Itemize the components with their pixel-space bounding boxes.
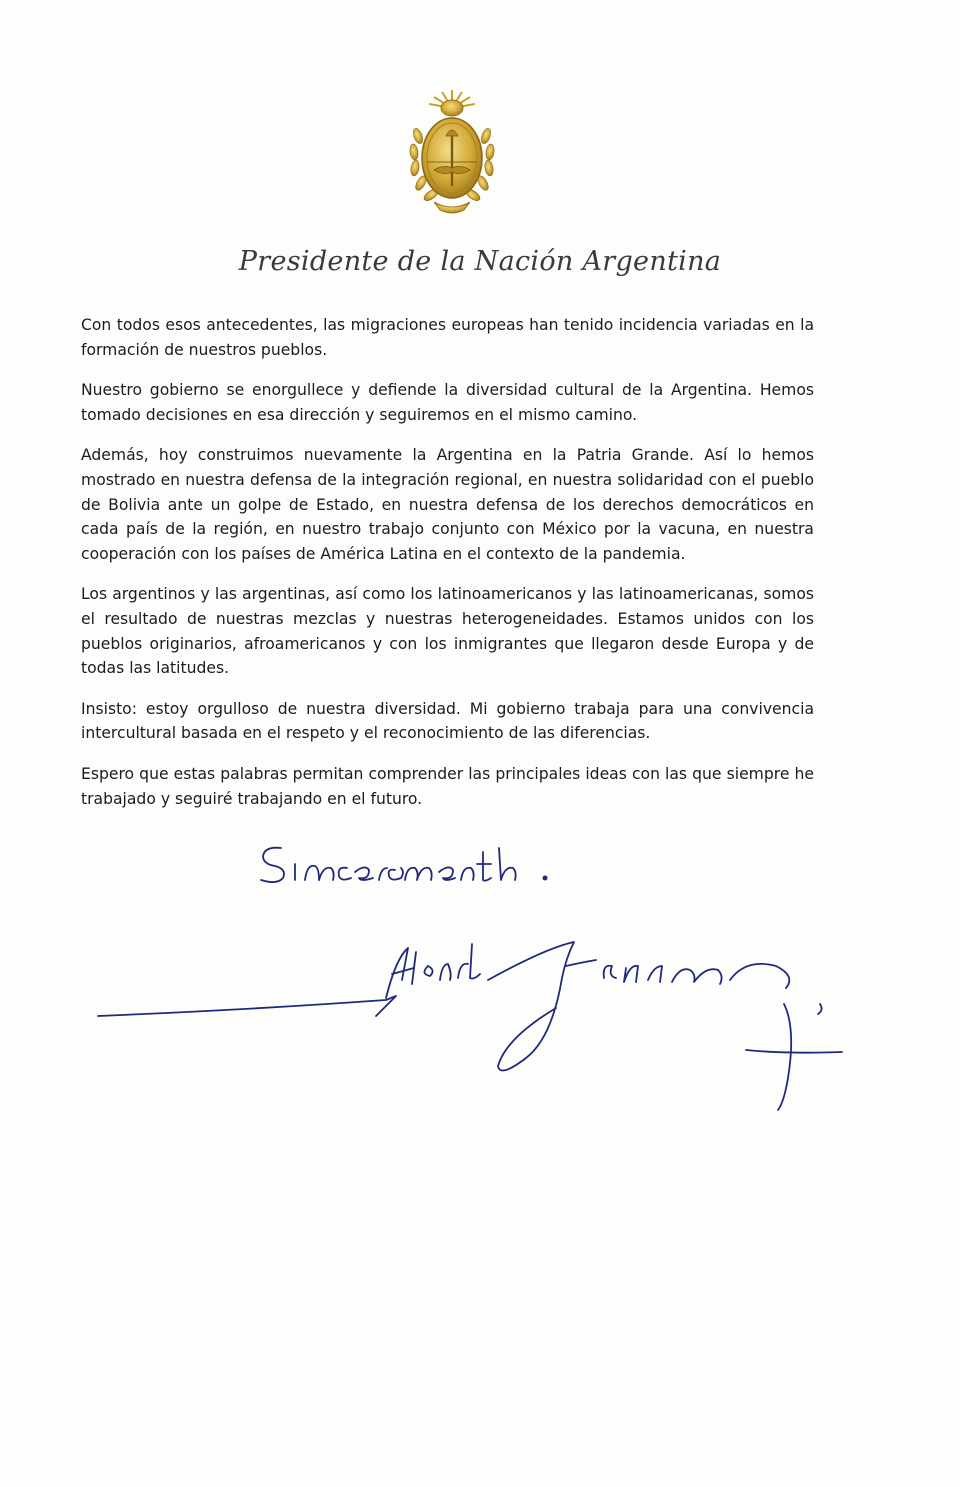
paragraph: Los argentinos y las argentinas, así como los latinoamericanos y las latinoamericanas, somos el resultado de nuestras mezclas y nuestras heterogeneidades. Estamos unidos con los pueblos originarios, afroamericanos y con los inmigrantes que llegaron desde Europa y de todas las latitudes. [81,585,814,678]
paragraph: Insisto: estoy orgulloso de nuestra diversidad. Mi gobierno trabaja para una convivencia intercultural basada en el respeto y el reconocimiento de las diferencias. [81,699,814,743]
paragraph: Además, hoy construimos nuevamente la Argentina en la Patria Grande. Así lo hemos mostrado en nuestra defensa de la integración regional, en nuestra solidaridad con el pueblo de Bolivia ante un golpe de Estado, en nuestra defensa de los derechos democráticos en cada país de la región, en nuestro trabajo conjunto con México por la vacuna, en nuestra cooperación con los países de América Latina en el contexto de la pandemia. [81,446,814,563]
signature-icon [96,918,856,1118]
letter-body [81,313,814,827]
letterhead-title: Presidente de la Nación Argentina [238,246,722,277]
national-coat-of-arms-icon [404,86,500,216]
paragraph: Con todos esos antecedentes, las migraciones europeas han tenido incidencia variadas en la formación de nuestros pueblos. [81,316,814,359]
handwritten-closing [255,838,595,888]
paragraph: Nuestro gobierno se enorgullece y defiende la diversidad cultural de la Argentina. Hemos tomado decisiones en esa dirección y seguiremos en el mismo camino. [81,381,814,424]
paragraph: Espero que estas palabras permitan comprender las principales ideas con las que siempre he trabajado y seguiré trabajando en el futuro. [81,764,814,808]
